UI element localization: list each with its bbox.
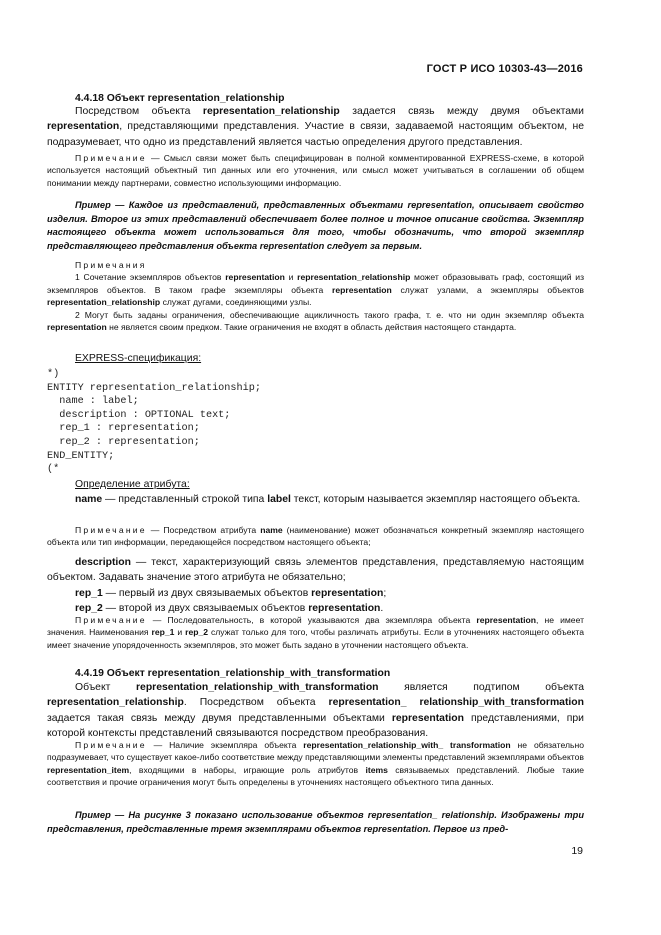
- section-4419-paragraph: Объект representation_relationship_with_transformation является подтипом объекта representation_relationship. Посредством объекта representation_ relationship_with_transformation задается такая связь между двумя представленными объектами representation представлениями, при которой контексты представлений связываются посредством преобразования.: [47, 682, 584, 739]
- example-1: Пример — Каждое из представлений, представленных объектами representation, описывает свойство изделия. Второе из этих представлений обеспечивает более полное и точное описание свойства. Экземпляр настоящего объекта может использоваться для того, чтобы обозначить, что второй экземпляр представляющего представления объекта representation следует за первым.: [47, 200, 584, 251]
- attr-rep1: rep_1 — первый из двух связываемых объектов representation;: [75, 587, 387, 599]
- note-1: Примечание — Смысл связи может быть специфицирован в полной комментированной EXPRESS-схеме, в которой используется настоящий объектный тип данных или его уточнения, или смысл может учитываться в соглашении об общем понимании между партнерами, совместно использующими информацию.: [47, 153, 584, 188]
- page-number: 19: [571, 845, 583, 857]
- note-3: Примечание — Последовательность, в которой указываются два экземпляра объекта representation, не имеет значения. Наименования rep_1 и rep_2 служат только для того, чтобы различать атрибуты. Если в уточнениях настоящего объекта имеет значение упорядоченность экземпляров, это может быть задано в уточнении настоящего объекта.: [47, 615, 584, 650]
- example-2: Пример — На рисунке 3 показано использование объектов representation_ relationship. Изображены три представления, представленные тремя экземплярами объектов representation. Первое из пред-: [47, 810, 584, 834]
- express-label: EXPRESS-спецификация:: [75, 353, 202, 364]
- attr-name: name — представленный строкой типа label текст, которым называется экземпляр настоящего объекта.: [75, 494, 581, 506]
- note-label: Примечание: [75, 153, 147, 163]
- standard-header: ГОСТ Р ИСО 10303-43—2016: [426, 63, 583, 75]
- attr-rep2: rep_2 — второй из двух связываемых объектов representation.: [75, 602, 384, 614]
- section-4418-heading: 4.4.18 Объект representation_relationship: [75, 93, 285, 104]
- note-item-2: 2 Могут быть заданы ограничения, обеспечивающие ацикличность такого графа, т. е. что ни один экземпляр объекта representation не является своим предком. Такие ограничения не входят в область действия настоящего стандарта.: [47, 309, 584, 333]
- note-4: Примечание — Наличие экземпляра объекта representation_relationship_with_ transformation не обязательно подразумевает, что существует какое-либо соответствие между представляющими элементы представлений экземплярами объектов representation_item, входящими в наборы, играющие роль атрибутов items связываемых представлений. Любые такие соответствия и прочие ограничения могут быть определены в уточнениях настоящего объектного типа данных.: [47, 740, 584, 788]
- section-4418-paragraph: Посредством объекта representation_relationship задается связь между двумя объектами representation, представляющими представления. Участие в связи, задаваемой настоящим объектом, не подразумевает, что одно из представлений является частью определения другого представления.: [47, 106, 584, 148]
- notes-label: Примечания: [75, 260, 147, 270]
- attr-description: description — текст, характеризующий связь элементов представления, представляемую настоящим объектом. Задавать значение этого атрибута не обязательно;: [47, 557, 584, 584]
- section-4419-heading: 4.4.19 Объект representation_relationship_with_transformation: [75, 668, 391, 679]
- attribute-definitions: Определение атрибута: name — представленный строкой типа label текст, которым называется экземпляр настоящего объекта.: [47, 477, 584, 508]
- attribute-definitions-2: [47, 555, 584, 616]
- express-code: *) ENTITY representation_relationship; name : label; description : OPTIONAL text; rep_1 : representation; rep_2 : representation; END_ENTITY; (*: [47, 369, 261, 476]
- note-2: Примечание — Посредством атрибута name (наименование) может обозначаться конкретный экземпляр настоящего объекта или тип информации, передающейся посредством настоящего объекта;: [47, 525, 584, 548]
- notes-block: [47, 259, 584, 333]
- note-item-1: 1 Сочетание экземпляров объектов representation и representation_relationship может образовывать граф, состоящий из экземпляров объектов. В таком графе экземпляры объекта representation служат узлами, а экземпляры объектов representation_relationship служат дугами, соединяющими узлы.: [47, 272, 585, 308]
